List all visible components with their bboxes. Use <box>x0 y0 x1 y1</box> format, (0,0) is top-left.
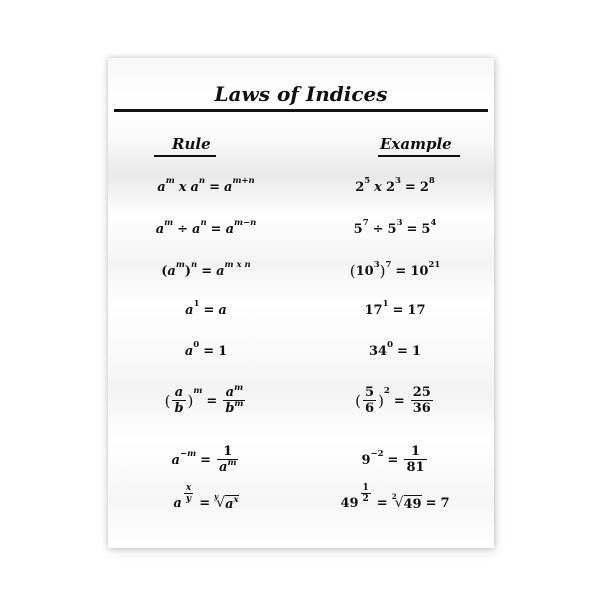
rule-paren: ( <box>161 263 168 279</box>
rule-product <box>116 167 296 207</box>
rule-fractional-exponent <box>116 483 296 523</box>
example-base: 49 <box>340 495 359 511</box>
example-fraction: $\frac{5}{6}$ <box>365 385 375 416</box>
example-base: 34 <box>369 343 388 359</box>
example-fraction: $\frac{25}{36}$ <box>412 385 431 416</box>
rule-fraction: $\frac{1}{a^m}$ <box>219 444 237 475</box>
example-exponent: 4 <box>430 218 437 228</box>
radical-icon: √ <box>216 495 226 511</box>
rule-quotient <box>116 209 296 249</box>
rule-base: a <box>171 452 180 468</box>
example-power-of-quotient <box>304 381 486 421</box>
example-base: 5 <box>421 221 431 237</box>
poster <box>108 58 494 548</box>
rule-equals: = <box>200 452 212 468</box>
example-power-zero <box>304 331 486 371</box>
example-exponent: 8 <box>428 176 435 186</box>
rule-base: a <box>185 302 194 318</box>
rule-exponent: m <box>164 218 174 228</box>
example-result: 7 <box>440 495 450 511</box>
rule-base: a <box>225 496 234 512</box>
rule-exponent: −m <box>179 449 197 459</box>
rule-exponent: m+n <box>232 176 255 186</box>
rule-base: a <box>225 221 234 237</box>
example-radicand: 49 <box>403 496 422 512</box>
example-equals: = <box>397 343 408 359</box>
example-result: 17 <box>407 302 426 318</box>
example-header-underline <box>378 155 460 157</box>
example-exponent: 3 <box>396 218 403 228</box>
example-base: 5 <box>353 221 363 237</box>
rule-equals: = <box>206 393 218 409</box>
rule-exponent: m <box>193 386 203 396</box>
rule-exponent: n <box>200 218 207 228</box>
rule-exponent: n <box>198 176 206 186</box>
rule-exponent: m x n <box>224 260 251 270</box>
rule-power-one <box>116 290 296 330</box>
rule-exponent: 1 <box>193 299 200 309</box>
rule-exponent: n <box>191 260 198 270</box>
example-power-of-power <box>304 251 486 291</box>
rule-equals: = <box>203 343 215 359</box>
rule-base: a <box>184 343 194 359</box>
example-base: 2 <box>419 179 429 195</box>
rule-fraction: $\frac{a^m}{b^m}$ <box>225 383 244 416</box>
rule-paren: ) <box>184 263 192 279</box>
example-exponent: 7 <box>385 260 392 270</box>
rule-paren: ( <box>164 392 171 410</box>
rule-base: a <box>216 263 225 279</box>
rule-power-zero <box>116 331 296 371</box>
example-exponent: −2 <box>370 449 384 459</box>
example-exponent: 5 <box>364 176 371 186</box>
page-title: Laws of Indices <box>214 82 388 106</box>
example-exponent: 7 <box>362 218 369 228</box>
example-root-index: 2 <box>391 491 397 501</box>
example-power-one <box>304 290 486 330</box>
example-result: 1 <box>411 343 421 359</box>
example-equals: = <box>376 495 388 511</box>
example-equals: = <box>425 495 437 511</box>
example-operator: x <box>374 179 382 195</box>
rule-exponent: 0 <box>193 340 200 350</box>
rule-operator: ÷ <box>177 221 189 237</box>
rule-base: a <box>192 221 201 237</box>
rule-power-of-power <box>116 251 296 291</box>
example-quotient <box>304 209 486 249</box>
example-base: 9 <box>361 452 371 468</box>
rule-base: a <box>167 263 176 279</box>
example-fractional-exponent <box>304 483 486 523</box>
rule-base: a <box>224 179 233 195</box>
rule-base: a <box>155 221 165 237</box>
example-equals: = <box>387 452 399 468</box>
example-exponent: 2 <box>383 386 390 396</box>
example-exponent: 3 <box>394 176 401 186</box>
rule-base: a <box>157 179 166 195</box>
rule-exponent: m−n <box>234 218 257 228</box>
rule-result: a <box>218 302 227 318</box>
rule-paren: ) <box>187 392 194 410</box>
rule-equals: = <box>203 302 215 318</box>
rule-base: a <box>173 495 182 511</box>
example-base: 17 <box>364 302 383 318</box>
rule-exponent: m <box>165 176 175 186</box>
example-exponent: 3 <box>373 260 380 270</box>
rule-exponent: x <box>233 494 239 505</box>
example-base: 2 <box>385 179 395 195</box>
rule-exponent: m <box>175 260 185 270</box>
example-equals: = <box>395 263 407 279</box>
rule-fraction: $\frac{a}{b}$ <box>174 385 184 416</box>
example-base: 10 <box>355 263 374 279</box>
example-fraction: $\frac{1}{81}$ <box>406 444 425 475</box>
title-underline <box>114 109 488 112</box>
example-negative-exponent <box>304 440 486 480</box>
example-base: 5 <box>387 221 397 237</box>
example-paren: ( <box>349 262 356 280</box>
rule-power-of-quotient <box>116 381 296 421</box>
example-base: 10 <box>410 263 429 279</box>
radical-icon: √ <box>394 495 404 511</box>
example-equals: = <box>392 302 404 318</box>
rule-root-index: y <box>214 491 219 501</box>
rule-equals: = <box>210 221 222 237</box>
example-exponent-fraction: $\frac{1}{2}$ <box>362 482 369 504</box>
rule-base: a <box>190 179 199 195</box>
rule-exponent-fraction: $\frac{x}{y}$ <box>185 482 192 504</box>
example-paren: ) <box>379 262 386 280</box>
rule-column-header: Rule <box>172 135 211 153</box>
rule-operator: x <box>178 179 187 195</box>
example-equals: = <box>404 179 416 195</box>
rule-equals: = <box>199 495 211 511</box>
rule-equals: = <box>209 179 220 195</box>
example-paren: ) <box>378 392 384 410</box>
example-exponent: 0 <box>387 340 394 350</box>
rule-negative-exponent <box>116 440 296 480</box>
example-base: 2 <box>355 179 365 195</box>
rule-header-underline <box>154 155 216 157</box>
example-column-header: Example <box>380 135 452 153</box>
example-operator: ÷ <box>372 221 384 237</box>
example-product <box>304 167 486 207</box>
example-equals: = <box>393 393 405 409</box>
example-exponent: 21 <box>428 260 441 270</box>
rule-result: 1 <box>218 343 228 359</box>
rule-equals: = <box>201 263 213 279</box>
example-exponent: 1 <box>382 299 389 309</box>
example-paren: ( <box>355 392 362 410</box>
example-equals: = <box>406 221 418 237</box>
